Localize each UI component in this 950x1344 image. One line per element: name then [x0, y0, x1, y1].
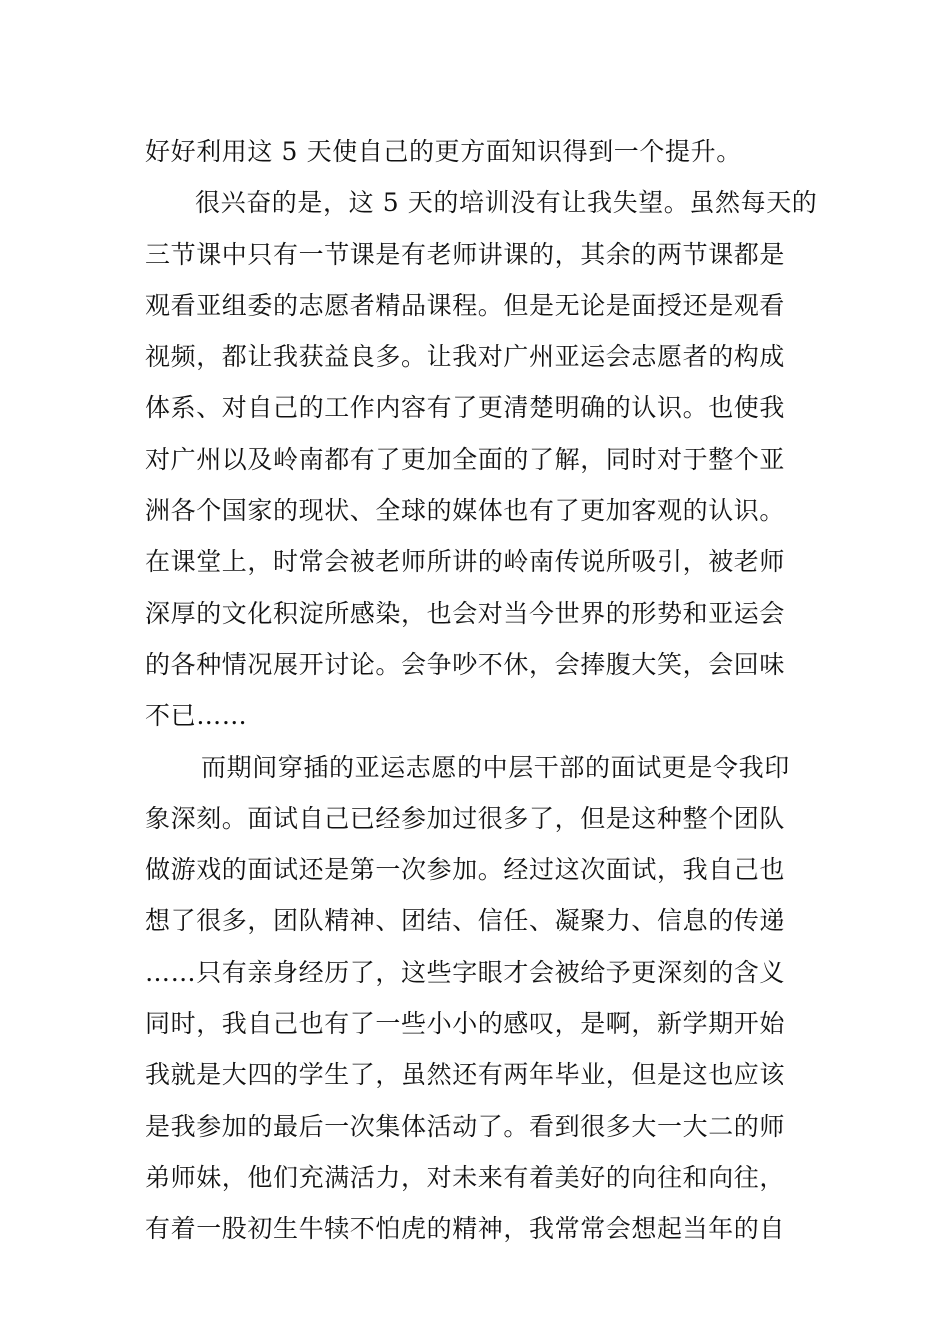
text-line: 深厚的文化积淀所感染，也会对当今世界的形势和亚运会 [145, 598, 786, 628]
text-line: 象深刻。面试自己已经参加过很多了，但是这种整个团队 [145, 803, 786, 833]
text-line: 我就是大四的学生了，虽然还有两年毕业，但是这也应该 [145, 1060, 786, 1090]
text-line: 想了很多，团队精神、团结、信任、凝聚力、信息的传递 [145, 906, 786, 936]
text-line: 观看亚组委的志愿者精品课程。但是无论是面授还是观看 [145, 290, 786, 320]
text-line: 是我参加的最后一次集体活动了。看到很多大一大二的师 [145, 1111, 786, 1141]
text-line: 视频，都让我获益良多。让我对广州亚运会志愿者的构成 [145, 342, 786, 372]
text-line: 对广州以及岭南都有了更加全面的了解，同时对于整个亚 [145, 444, 786, 474]
text-line: 洲各个国家的现状、全球的媒体也有了更加客观的认识。 [145, 496, 786, 526]
text-line: 在课堂上，时常会被老师所讲的岭南传说所吸引，被老师 [145, 547, 786, 577]
text-line: 同时，我自己也有了一些小小的感叹，是啊，新学期开始 [145, 1009, 786, 1039]
text-line: 弟师妹，他们充满活力，对未来有着美好的向往和向往， [145, 1162, 786, 1192]
paragraph-start-line: 而期间穿插的亚运志愿的中层干部的面试更是令我印 [201, 752, 790, 782]
text-line: 的各种情况展开讨论。会争吵不休，会捧腹大笑，会回味 [145, 649, 786, 679]
body-text [145, 126, 818, 1255]
text-line: ……只有亲身经历了，这些字眼才会被给予更深刻的含义 [145, 957, 786, 987]
text-line: 三节课中只有一节课是有老师讲课的，其余的两节课都是 [145, 239, 786, 269]
text-line: 体系、对自己的工作内容有了更清楚明确的认识。也使我 [145, 393, 786, 423]
text-line: 做游戏的面试还是第一次参加。经过这次面试，我自己也 [145, 855, 786, 885]
text-line: 不已…… [145, 701, 248, 731]
text-line: 好好利用这 5 天使自己的更方面知识得到一个提升。 [145, 137, 742, 166]
text-line: 有着一股初生牛犊不怕虎的精神，我常常会想起当年的自 [145, 1214, 786, 1244]
paragraph-start-line: 很兴奋的是，这 5 天的培训没有让我失望。虽然每天的 [195, 188, 818, 218]
